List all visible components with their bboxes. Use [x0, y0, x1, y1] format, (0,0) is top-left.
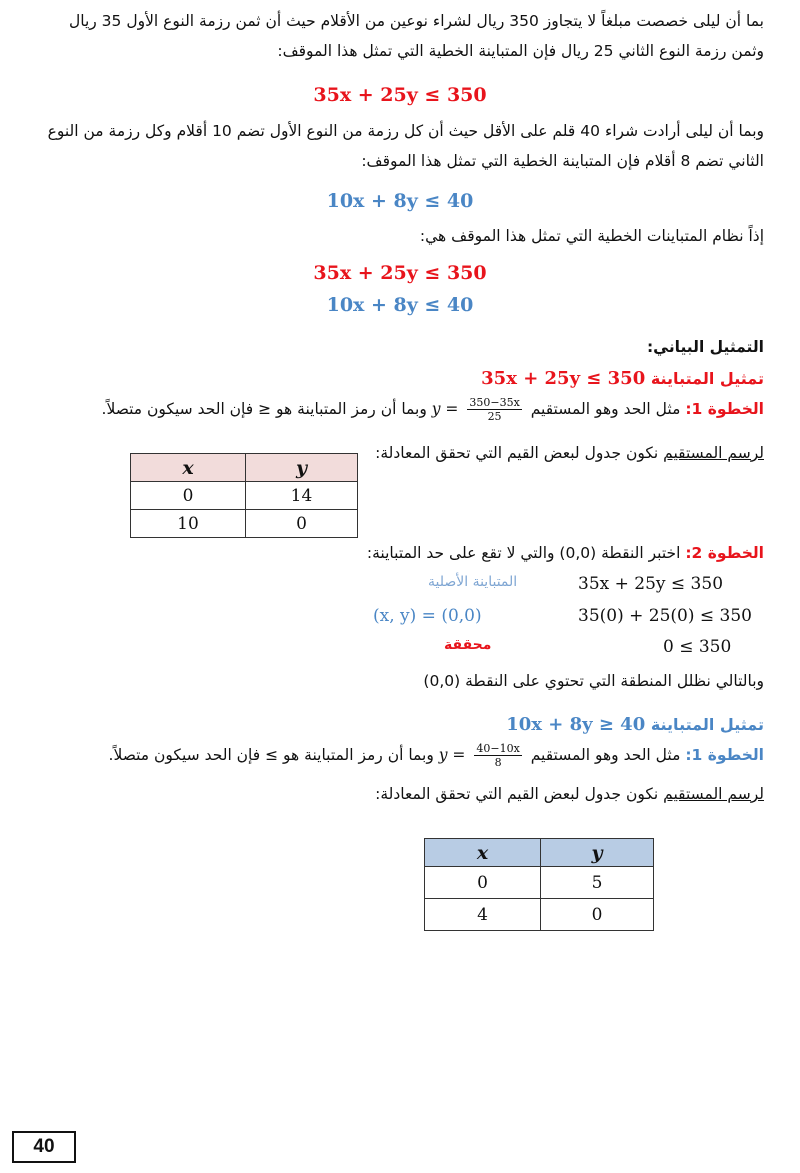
calc-row-3-math: 0 ≤ 350: [663, 637, 732, 657]
section-1-table-intro: [375, 444, 764, 462]
section-2-table-intro-underlined: لرسم المستقيم: [663, 785, 764, 803]
section-2-step-1-text-b: وبما أن رمز المتباينة هو ≥ فإن الحد سيكون متصلاً.: [108, 746, 434, 764]
table-cell: 4: [425, 899, 541, 931]
section-2-values-table: [424, 838, 654, 931]
section-2-step-1-label: الخطوة 1:: [685, 746, 764, 764]
paragraph-2-line-2: الثاني تضم 8 أقلام فإن المتباينة الخطية التي تمثل هذا الموقف:: [361, 152, 764, 170]
section-1-table-intro-underlined: لرسم المستقيم: [663, 444, 764, 462]
table-header-row: [131, 454, 358, 482]
table-cell: 0: [541, 899, 654, 931]
calc-row-2-note: (x, y) = (0,0): [373, 606, 482, 626]
inequality-1: 35x + 25y ≤ 350: [313, 84, 487, 106]
section-2-table-intro-rest: نكون جدول لبعض القيم التي تحقق المعادلة:: [375, 785, 664, 803]
calc-row-1-note: المتباينة الأصلية: [428, 574, 518, 590]
table-header-row: [425, 839, 654, 867]
section-1-conclusion: وبالتالي نظلل المنطقة التي تحتوي على النقطة (0,0): [423, 672, 764, 690]
section-1-title-math: 35x + 25y ≤ 350: [481, 368, 646, 389]
paragraph-1-line-1: بما أن ليلى خصصت مبلغاً لا يتجاوز 350 ريال لشراء نوعين من الأقلام حيث أن ثمن رزمة النوع الأول 35 ريال: [68, 12, 764, 30]
section-1-table-intro-rest: نكون جدول لبعض القيم التي تحقق المعادلة:: [375, 444, 664, 462]
section-1-title-text: تمثيل المتباينة: [650, 369, 764, 388]
table-row: [131, 482, 358, 510]
table-cell: 0: [246, 510, 358, 538]
section-1-step-1: [102, 396, 764, 423]
inequality-2: 10x + 8y ≤ 40: [326, 190, 474, 212]
page-number: 40: [12, 1131, 76, 1163]
section-2-step-1-text-a: مثل الحد وهو المستقيم: [530, 746, 681, 764]
section-1-step-1-text-b: وبما أن رمز المتباينة هو ≤ فإن الحد سيكون متصلاً.: [101, 400, 427, 418]
section-1-step-2: [367, 544, 764, 562]
calc-row-1-math: 35x + 25y ≤ 350: [578, 574, 724, 594]
section-1-fraction-numerator: 350−35x: [469, 396, 520, 409]
table-row: [425, 867, 654, 899]
section-1-step-1-label: الخطوة 1:: [685, 400, 764, 418]
calc-row-2-math: 35(0) + 25(0) ≤ 350: [578, 606, 752, 626]
section-1-step-2-label: الخطوة 2:: [685, 544, 764, 562]
section-2-step-1: [109, 742, 764, 769]
calc-row-3-note: محققة: [444, 637, 492, 653]
system-inequality-2: 10x + 8y ≤ 40: [326, 294, 474, 316]
section-2-y-equals: y =: [438, 746, 466, 764]
table-row: [425, 899, 654, 931]
table-header-x: x: [425, 839, 541, 867]
section-2-title-math: 10x + 8y ≥ 40: [506, 714, 646, 735]
section-2-fraction-denominator: 8: [494, 756, 502, 769]
section-2-title-text: تمثيل المتباينة: [650, 715, 764, 734]
section-1-step-1-text-a: مثل الحد وهو المستقيم: [530, 400, 681, 418]
section-1-values-table: [130, 453, 358, 538]
section-2-fraction: [474, 742, 521, 769]
section-1-fraction: [467, 396, 521, 423]
section-1-fraction-denominator: 25: [487, 410, 502, 423]
system-inequality-1: 35x + 25y ≤ 350: [313, 262, 487, 284]
table-row: [131, 510, 358, 538]
table-header-y: y: [541, 839, 654, 867]
section-1-title: [481, 368, 764, 389]
section-2-fraction-numerator: 40−10x: [476, 742, 520, 755]
system-intro: إذاً نظام المتباينات الخطية التي تمثل هذا الموقف هي:: [419, 227, 764, 245]
table-header-x: x: [131, 454, 246, 482]
section-2-title: [506, 714, 764, 735]
graph-heading: التمثيل البياني:: [646, 338, 764, 356]
table-cell: 10: [131, 510, 246, 538]
paragraph-1-line-2: وثمن رزمة النوع الثاني 25 ريال فإن المتباينة الخطية التي تمثل هذا الموقف:: [277, 42, 764, 60]
table-cell: 0: [425, 867, 541, 899]
table-cell: 0: [131, 482, 246, 510]
table-header-y: y: [246, 454, 358, 482]
paragraph-2-line-1: وبما أن ليلى أرادت شراء 40 قلم على الأقل حيث أن كل رزمة من النوع الأول تضم 10 أقلام وكل رزمة من النوع: [47, 122, 764, 140]
section-1-y-equals: y =: [431, 400, 459, 418]
section-1-step-2-text: اختبر النقطة (0,0) والتي لا تقع على حد المتباينة:: [366, 544, 686, 562]
table-cell: 5: [541, 867, 654, 899]
table-cell: 14: [246, 482, 358, 510]
section-2-table-intro: [375, 785, 764, 803]
